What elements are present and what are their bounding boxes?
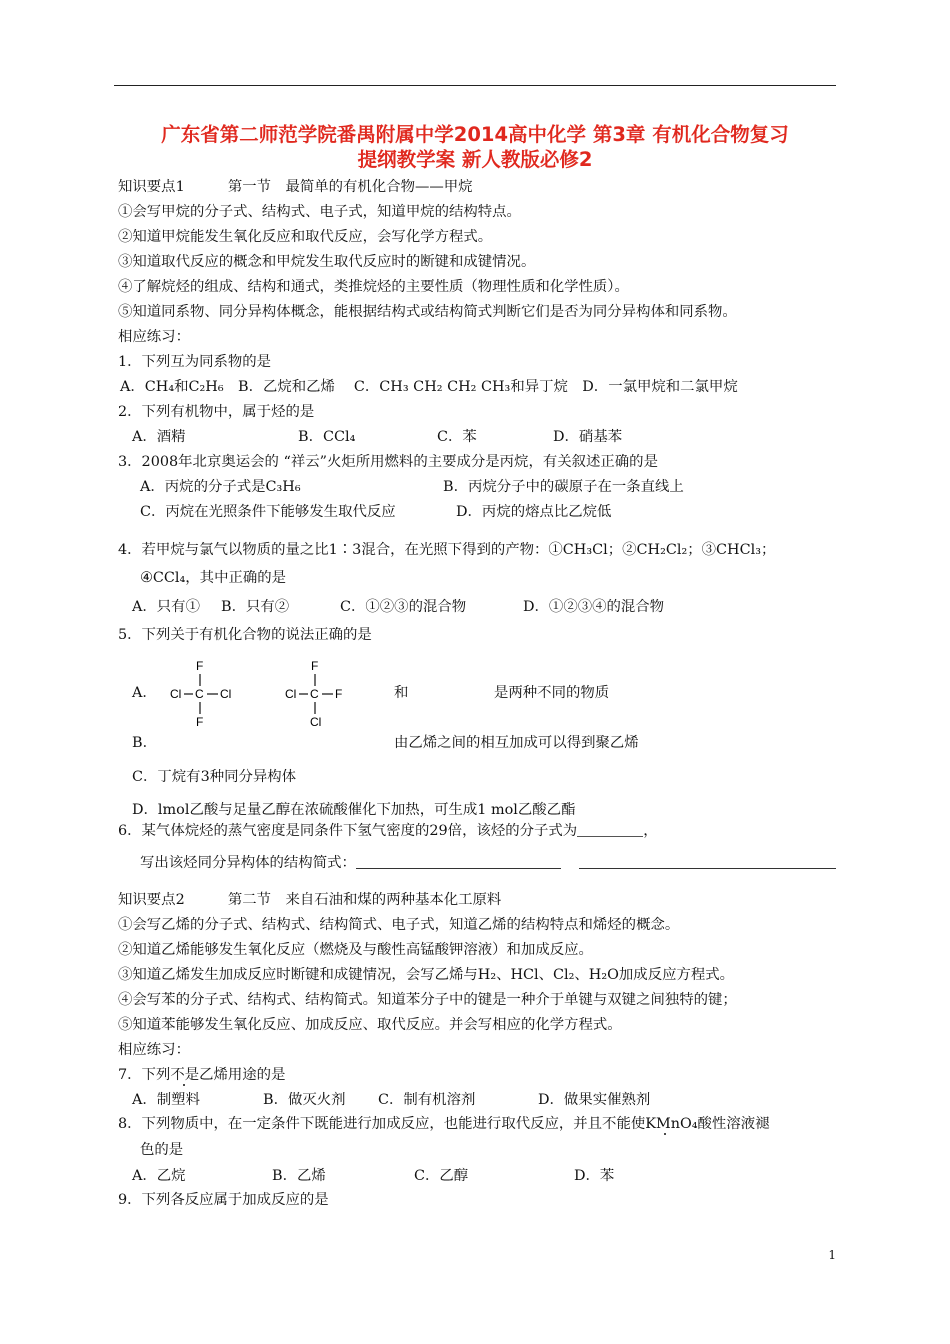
section1-point: ⑤知道同系物、同分异构体概念，能根据结构式或结构简式判断它们是否为同分异构体和同系物。 [118,304,737,320]
section1-point: ④了解烷烃的组成、结构和通式，类推烷烃的主要性质（物理性质和化学性质）。 [118,279,629,295]
question-4-cont: ④CCl₄，其中正确的是 [140,570,287,586]
section2-header: 知识要点2 第二节 来自石油和煤的两种基本化工原料 [118,892,502,908]
emphasis-dot [664,1133,666,1135]
header-rule [114,85,836,86]
section2-point: ②知道乙烯能够发生氧化反应（燃烧及与酸性高锰酸钾溶液）和加成反应。 [118,942,593,958]
q8-option-d: D．苯 [574,1168,615,1184]
q3-option-c: C．丙烷在光照条件下能够发生取代反应 [140,504,396,520]
q4-option-b: B．只有② [221,599,290,615]
document-title-line1: 广东省第二师范学院番禺附属中学2014高中化学 第3章 有机化合物复习 [161,123,789,146]
q7-option-d: D．做果实催熟剂 [538,1092,651,1108]
structural-formulas [160,656,360,732]
section1-point: ①会写甲烷的分子式、结构式、电子式，知道甲烷的结构特点。 [118,204,521,220]
atom-bottom: F [196,715,204,729]
q5-option-d: D．lmol乙酸与足量乙醇在浓硫酸催化下加热，可生成1 mol乙酸乙酯 [132,802,576,818]
q2-option-c: C．苯 [437,429,477,445]
atom-bottom: Cl [310,715,322,729]
atom-right: Cl [220,687,232,701]
question-2: 2．下列有机物中，属于烃的是 [118,404,315,420]
q8-option-b: B．乙烯 [272,1168,326,1184]
q5-a-and: 和 [394,685,409,701]
question-6-line2: 写出该烃同分异构体的结构简式： [140,855,356,871]
document-title-line2: 提纲教学案 新人教版必修2 [357,148,593,171]
q2-option-a: A．酒精 [132,429,186,445]
q3-option-a: A．丙烷的分子式是C₃H₆ [140,479,301,495]
section1-header: 知识要点1 第一节 最简单的有机化合物——甲烷 [118,179,473,195]
question-5: 5．下列关于有机化合物的说法正确的是 [118,627,372,643]
q2-option-d: D．硝基苯 [553,429,623,445]
atom-left: Cl [170,687,182,701]
section2-point: ④会写苯的分子式、结构式、结构简式。知道苯分子中的键是一种介于单键与双键之间独特的键； [118,992,737,1008]
q4-option-d: D．①②③④的混合物 [523,599,665,615]
q3-option-d: D．丙烷的熔点比乙烷低 [456,504,612,520]
q4-option-c: C．①②③的混合物 [340,599,467,615]
q3-option-b: B．丙烷分子中的碳原子在一条直线上 [443,479,684,495]
practice-label: 相应练习： [118,1042,190,1058]
q8-option-c: C．乙醇 [414,1168,469,1184]
structure-1 [170,659,231,729]
atom-left: Cl [285,687,297,701]
question-8-cont: 色的是 [140,1142,184,1158]
structure-2 [285,659,342,729]
q7-option-b: B．做灭火剂 [263,1092,346,1108]
q6-end: ， [643,823,658,839]
question-1: 1．下列互为同系物的是 [118,354,272,370]
question-9: 9．下列各反应属于加成反应的是 [118,1192,329,1208]
q4-option-a: A．只有① [132,599,200,615]
section2-point: ①会写乙烯的分子式、结构式、结构简式、电子式，知道乙烯的结构特点和烯烃的概念。 [118,917,680,933]
q6-text: 6．某气体烷烃的蒸气密度是同条件下氢气密度的29倍，该烃的分子式为 [118,823,578,839]
question-3: 3．2008年北京奥运会的 “祥云”火炬所用燃料的主要成分是丙烷，有关叙述正确的是 [118,454,658,470]
q7-option-c: C．制有机溶剂 [378,1092,476,1108]
emphasis-dot [183,1084,185,1086]
q5-option-a-label: A． [132,685,157,701]
q5-option-b-label: B． [132,735,157,751]
answer-blank [577,822,643,837]
question-4: 4．若甲烷与氯气以物质的量之比1∶3混合，在光照下得到的产物：①CH₃Cl；②CH₂Cl₂；③CHCl₃； [118,542,776,558]
question-6 [118,821,658,841]
section1-point: ③知道取代反应的概念和甲烷发生取代反应时的断键和成键情况。 [118,254,536,270]
section1-point: ②知道甲烷能发生氧化反应和取代反应，会写化学方程式。 [118,229,493,245]
section2-point: ⑤知道苯能够发生氧化反应、加成反应、取代反应。并会写相应的化学方程式。 [118,1017,622,1033]
atom-top: F [311,659,319,673]
page-number: 1 [828,1248,836,1262]
q5-option-b-text: 由乙烯之间的相互加成可以得到聚乙烯 [394,735,639,751]
atom-center: C [195,687,204,701]
section2-point: ③知道乙烯发生加成反应时断键和成键情况，会写乙烯与H₂、HCl、Cl₂、H₂O加成反应方程式。 [118,967,735,983]
q5-option-c: C．丁烷有3种同分异构体 [132,769,297,785]
answer-line [356,868,561,869]
atom-center: C [310,687,319,701]
q2-option-b: B．CCl₄ [298,429,356,445]
atom-right: F [335,687,343,701]
practice-label: 相应练习： [118,329,190,345]
question-7: 7．下列不是乙烯用途的是 [118,1067,286,1083]
q8-option-a: A．乙烷 [132,1168,186,1184]
question-1-options: A．CH₄和C₂H₆ B．乙烷和乙烯 C．CH₃ CH₂ CH₂ CH₃和异丁烷 D．一氯甲烷和二氯甲烷 [120,379,738,395]
q7-option-a: A．制塑料 [132,1092,200,1108]
atom-top: F [196,659,204,673]
answer-line [579,868,836,869]
q5-a-text: 是两种不同的物质 [494,685,610,701]
question-8: 8．下列物质中，在一定条件下既能进行加成反应，也能进行取代反应，并且不能使KMnO₄酸性溶液褪 [118,1116,770,1132]
